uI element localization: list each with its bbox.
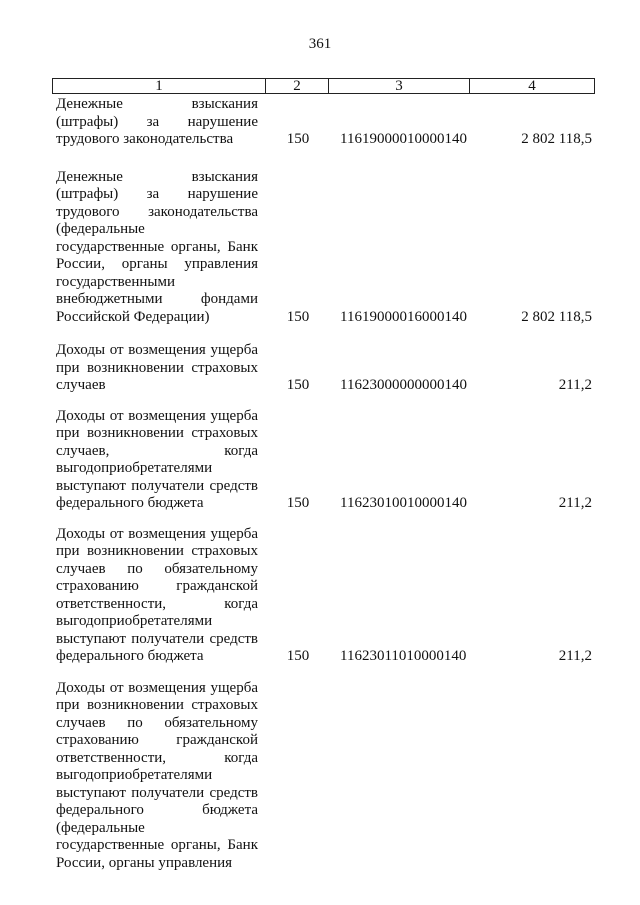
- description-line: при возникновении страховых: [56, 697, 258, 713]
- description-line: (штрафы) за нарушение: [56, 113, 258, 130]
- description-line: выгодоприобретателями: [56, 613, 213, 629]
- row-amount: 2 802 118,5: [521, 131, 592, 147]
- description-line: случаев по обязательному: [56, 560, 258, 577]
- table-row: [56, 342, 596, 395]
- description-line: при возникновении страховых: [56, 425, 258, 441]
- description-line: выступают получатели средств: [56, 784, 258, 801]
- description-line: Доходы от возмещения ущерба: [56, 407, 258, 424]
- table-row: [56, 169, 596, 327]
- description-line: внебюджетными фондами: [56, 291, 258, 307]
- table-header-row: [52, 78, 595, 94]
- description-line: Российской Федерации): [56, 308, 210, 325]
- description-line: при возникновении страховых: [56, 543, 258, 559]
- row-description: [56, 526, 258, 666]
- description-line: Денежные взыскания: [56, 168, 258, 185]
- table-body: [56, 96, 596, 872]
- table-row: [56, 408, 596, 513]
- row-description: [56, 169, 258, 327]
- row-amount: 2 802 118,5: [521, 308, 592, 325]
- description-line: трудового законодательства: [56, 203, 258, 220]
- description-line: Денежные взыскания: [56, 96, 258, 112]
- description-line: страхованию гражданской: [56, 732, 258, 748]
- row-amount: 211,2: [558, 377, 592, 393]
- row-admin-code: 150: [286, 648, 310, 664]
- description-line: (штрафы) за нарушение: [56, 186, 258, 202]
- description-line: выступают получатели средств: [56, 630, 258, 647]
- description-line: выгодоприобретателями: [56, 767, 213, 783]
- description-line: федерального бюджета: [56, 648, 204, 664]
- row-admin-code: 150: [286, 495, 310, 511]
- description-line: федерального бюджета: [56, 495, 204, 511]
- row-description: [56, 96, 258, 149]
- row-classification-code: 11619000016000140: [340, 308, 467, 325]
- header-col-3: 3: [329, 79, 470, 93]
- description-line: выступают получатели средств: [56, 477, 258, 494]
- row-admin-code: 150: [286, 308, 310, 325]
- row-admin-code: 150: [286, 131, 310, 147]
- description-line: Доходы от возмещения ущерба: [56, 342, 258, 358]
- description-line: случаев: [56, 377, 106, 393]
- description-line: государственные органы, Банк: [56, 238, 258, 255]
- row-admin-code: 150: [286, 377, 310, 393]
- description-line: (федеральные: [56, 819, 145, 836]
- row-description: [56, 342, 258, 395]
- description-line: государственные органы, Банк: [56, 837, 258, 853]
- row-description: [56, 680, 258, 873]
- row-description: [56, 408, 258, 513]
- row-classification-code: 11623010010000140: [340, 495, 467, 511]
- description-line: (федеральные: [56, 221, 145, 237]
- table-row: [56, 526, 596, 666]
- header-col-2: 2: [266, 79, 329, 93]
- row-amount: 211,2: [558, 495, 592, 511]
- description-line: ответственности, когда: [56, 749, 258, 766]
- header-col-4: 4: [528, 78, 536, 94]
- description-line: России, органы управления: [56, 854, 233, 871]
- description-line: случаев, когда: [56, 442, 258, 459]
- description-line: федерального бюджета: [56, 802, 258, 818]
- row-classification-code: 11623011010000140: [340, 648, 467, 664]
- description-line: при возникновении страховых: [56, 359, 258, 376]
- table-row: [56, 680, 596, 873]
- description-line: Доходы от возмещения ущерба: [56, 525, 258, 542]
- description-line: ответственности, когда: [56, 595, 258, 612]
- page-number: 361: [308, 36, 332, 52]
- description-line: выгодоприобретателями: [56, 460, 213, 476]
- header-col-1: 1: [53, 79, 266, 93]
- description-line: Доходы от возмещения ущерба: [56, 679, 258, 696]
- description-line: случаев по обязательному: [56, 714, 258, 731]
- row-classification-code: 11619000010000140: [340, 131, 467, 147]
- description-line: страхованию гражданской: [56, 578, 258, 594]
- description-line: России, органы управления: [56, 256, 258, 272]
- description-line: трудового законодательства: [56, 131, 234, 147]
- row-amount: 211,2: [558, 648, 592, 664]
- table-row: [56, 96, 596, 149]
- row-classification-code: 11623000000000140: [340, 377, 467, 393]
- description-line: государственными: [56, 273, 175, 290]
